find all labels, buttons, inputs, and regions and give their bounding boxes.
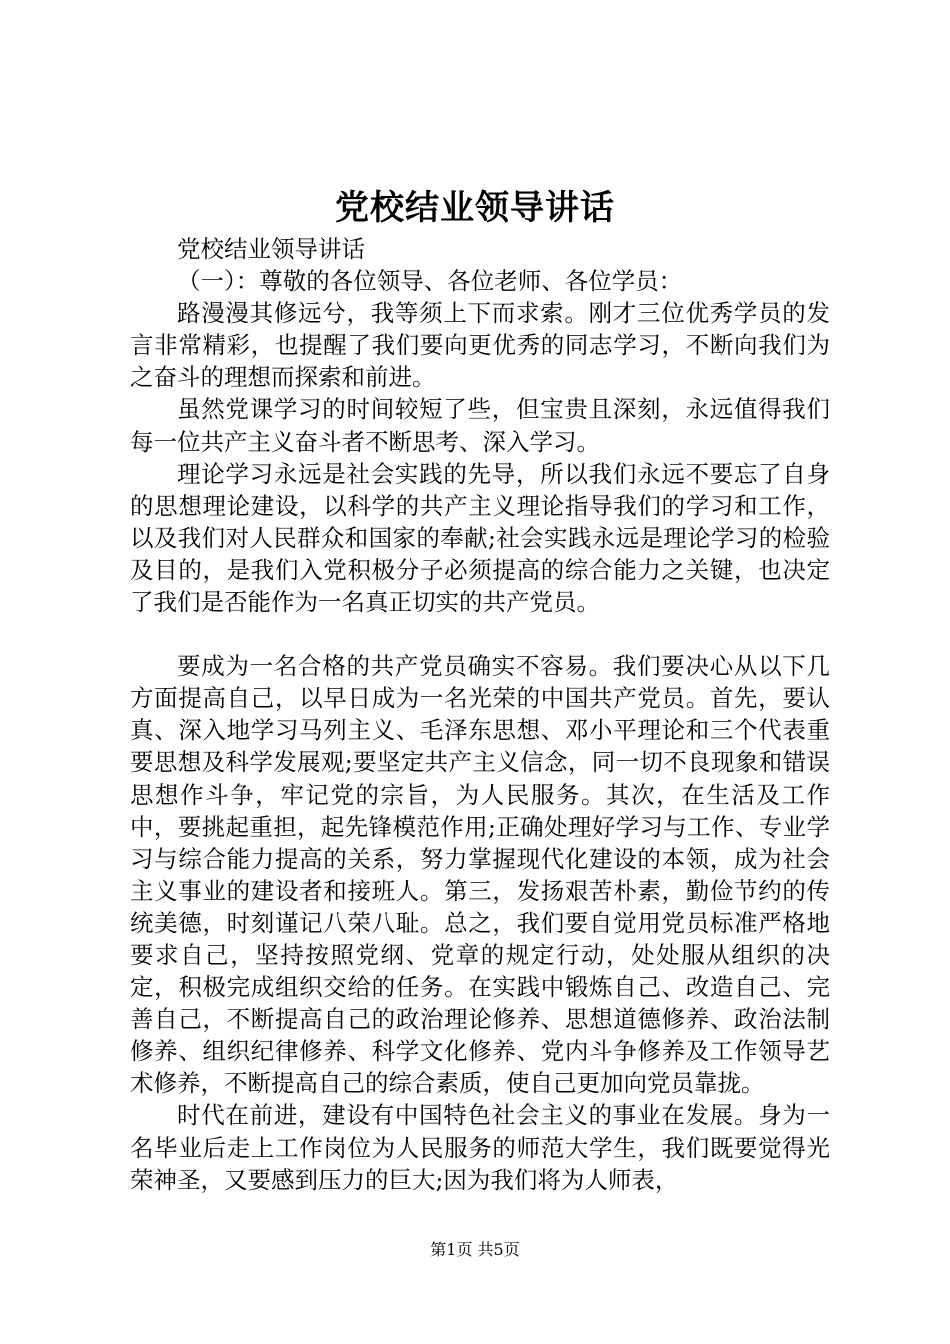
page-footer: 第1页 共5页 [430,1240,520,1259]
paragraph-requirements: 要成为一名合格的共产党员确实不容易。我们要决心从以下几方面提高自己，以早日成为一名光荣的中国共产党员。首先，要认真、深入地学习马列主义、毛泽东思想、邓小平理论和三个代表重要思想及科学发展观;要坚定共产主义信念，同一切不良现象和错误思想作斗争，牢记党的宗旨，为人民服务。其次，在生活及工作中，要挑起重担，起先锋模范作用;正确处理好学习与工作、专业学习与综合能力提高的关系，努力掌握现代化建设的本领，成为社会主义事业的建设者和接班人。第三，发扬艰苦朴素，勤俭节约的传统美德，时刻谨记八荣八耻。总之，我们要自觉用党员标准严格地要求自己，坚持按照党纲、党章的规定行动，处处服从组织的决定，积极完成组织交给的任务。在实践中锻炼自己、改造自己、完善自己，不断提高自己的政治理论修养、思想道德修养、政治法制修养、组织纪律修养、科学文化修养、党内斗争修养及工作领导艺术修养，不断提高自己的综合素质，使自己更加向党员靠拢。 [130,652,830,1098]
paragraph-study: 虽然党课学习的时间较短了些，但宝贵且深刻，永远值得我们每一位共产主义奋斗者不断思考、深入学习。 [130,395,830,456]
document-body [130,233,830,1196]
document-title: 党校结业领导讲话 [335,188,615,228]
paragraph-theory: 理论学习永远是社会实践的先导，所以我们永远不要忘了自身的思想理论建设，以科学的共产主义理论指导我们的学习和工作，以及我们对人民群众和国家的奉献;社会实践永远是理论学习的检验及目的，是我们入党积极分子必须提高的综合能力之关键，也决定了我们是否能作为一名真正切实的共产党员。 [130,459,830,617]
paragraph-heading: 党校结业领导讲话 [177,235,365,263]
paragraph-opening: 路漫漫其修远兮，我等须上下而求索。刚才三位优秀学员的发言非常精彩，也提醒了我们要向更优秀的同志学习，不断向我们为之奋斗的理想而探索和前进。 [130,299,830,392]
paragraph-spacer [130,618,830,650]
paragraph-salutation: （一）：尊敬的各位领导、各位老师、各位学员： [177,267,683,296]
paragraph-era: 时代在前进，建设有中国特色社会主义的事业在发展。身为一名毕业后走上工作岗位为人民服务的师范大学生，我们既要觉得光荣神圣，又要感到压力的巨大;因为我们将为人师表， [130,1101,830,1194]
